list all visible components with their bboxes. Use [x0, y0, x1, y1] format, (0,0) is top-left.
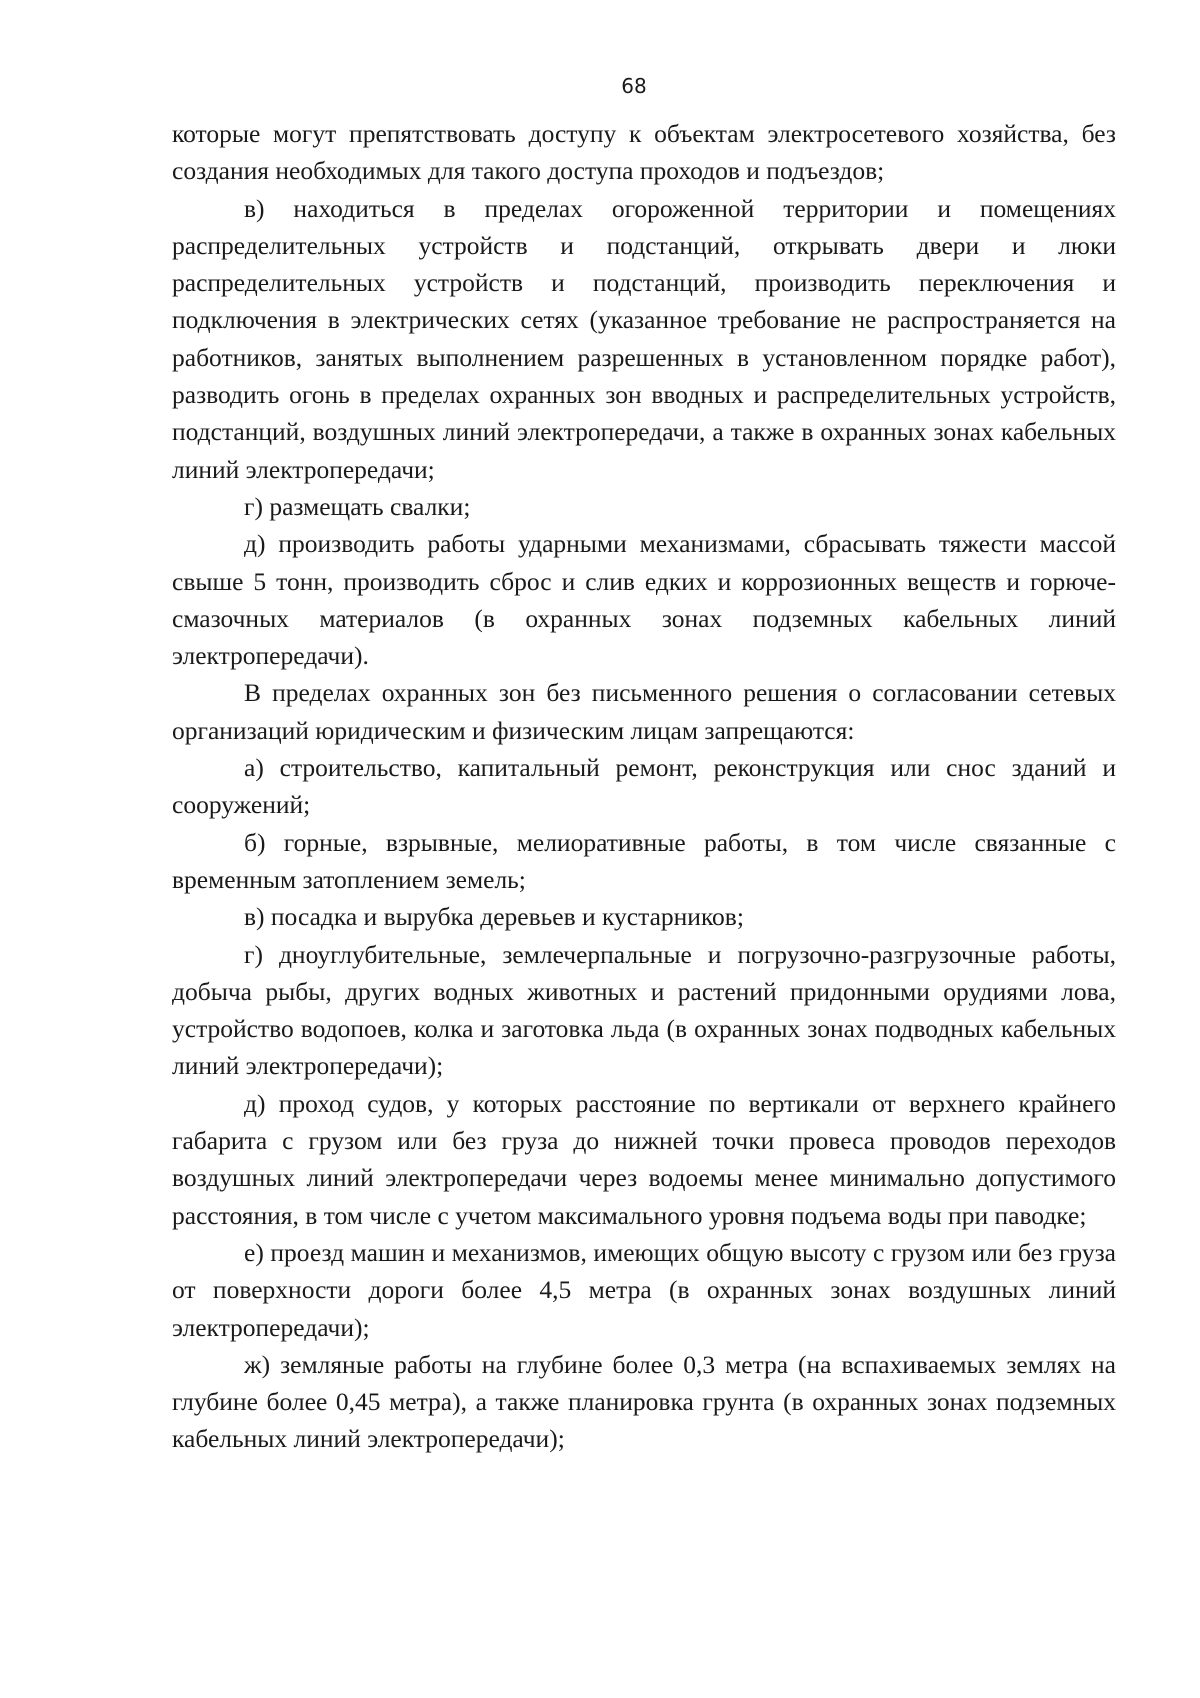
paragraph-9: д) проход судов, у которых расстояние по вертикали от верхнего крайнего габарита с грузом или без груза до нижней точки провеса проводов переходов воздушных линий электропередачи через водоемы менее минимально допустимого расстояния, в том числе с учетом максимального уровня подъема воды при паводке; — [172, 1088, 1116, 1230]
paragraph-3: д) производить работы ударными механизмами, сбрасывать тяжести массой свыше 5 тонн, производить сброс и слив едких и коррозионных веществ и горюче-смазочных материалов (в охранных зонах подземных кабельных линий электропередачи). — [172, 529, 1116, 671]
paragraph-8: г) дноуглубительные, землечерпальные и погрузочно-разгрузочные работы, добыча рыбы, других водных животных и растений придонными орудиями лова, устройство водопоев, колка и заготовка льда (в охранных зонах подводных кабельных линий электропередачи); — [172, 939, 1116, 1081]
paragraph-10: е) проезд машин и механизмов, имеющих общую высоту с грузом или без груза от поверхности дороги более 4,5 метра (в охранных зонах воздушных линий электропередачи); — [172, 1237, 1116, 1342]
paragraph-5: а) строительство, капитальный ремонт, реконструкция или снос зданий и сооружений; — [172, 753, 1116, 820]
paragraph-7: в) посадка и вырубка деревьев и кустарников; — [244, 902, 744, 932]
paragraph-4: В пределах охранных зон без письменного решения о согласовании сетевых организаций юридическим и физическим лицам запрещаются: — [172, 678, 1116, 745]
paragraph-1: в) находиться в пределах огороженной территории и помещениях распределительных устройств и подстанций, открывать двери и люки распределительных устройств и подстанций, производить переключения и подключения в электрических сетях (указанное требование не распространяется на работников, занятых выполнением разрешенных в установленном порядке работ), разводить огонь в пределах охранных зон вводных и распределительных устройств, подстанций, воздушных линий электропередачи, а также в охранных зонах кабельных линий электропередачи; — [172, 193, 1116, 484]
paragraph-0: которые могут препятствовать доступу к объектам электросетевого хозяйства, без создания необходимых для такого доступа проходов и подъездов; — [172, 119, 1116, 186]
page-number: 68 — [621, 74, 647, 98]
paragraph-2: г) размещать свалки; — [244, 491, 471, 521]
document-body — [172, 115, 1116, 1458]
paragraph-11: ж) земляные работы на глубине более 0,3 метра (на вспахиваемых землях на глубине более 0,45 метра), а также планировка грунта (в охранных зонах подземных кабельных линий электропередачи); — [172, 1349, 1116, 1454]
paragraph-6: б) горные, взрывные, мелиоративные работы, в том числе связанные с временным затоплением земель; — [172, 827, 1116, 894]
